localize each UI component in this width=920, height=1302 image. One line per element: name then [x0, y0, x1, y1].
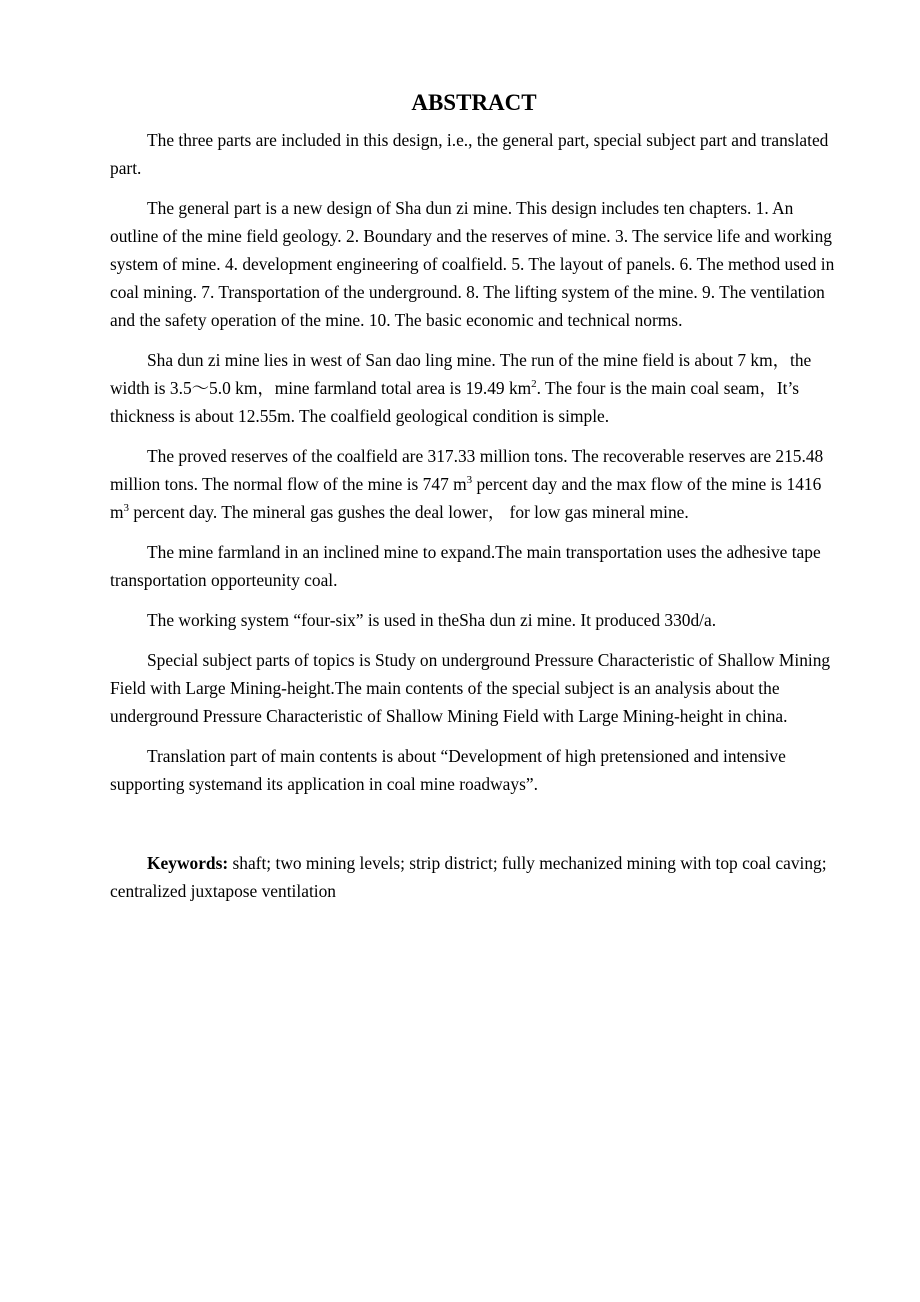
area-unit-superscript: 2 — [531, 378, 537, 391]
paragraph-overview: The three parts are included in this design, i.e., the general part, special subject part and translated part. — [110, 130, 829, 178]
mine-field-text-2: . The four is the main coal seam，It’s thickness is about 12.55m. The coalfield geological condition is simple. — [110, 378, 800, 426]
reserves-text-1: The proved reserves of the coalfield are 317.33 million tons. The recoverable reserves are 215.48 million tons. The normal flow of the mine is 747 m — [110, 446, 824, 494]
paragraph-mine-field — [110, 346, 838, 430]
paragraph-reserves — [110, 442, 838, 526]
mine-field-text-1: Sha dun zi mine lies in west of San dao ling mine. The run of the mine field is about 7 km，the width is 3.5～5.0 km，mine farmland total area is 19.49 km — [110, 350, 812, 398]
volume-unit-superscript: 3 — [466, 474, 473, 487]
paragraph-special-subject: Special subject parts of topics is Study on underground Pressure Characteristic of Shallow Mining Field with Large Mining-height.The main contents of the special subject is an analysis about the underground Pressure Characteristic of Shallow Mining Field with Large Mining-height in china. — [110, 650, 831, 726]
keywords-label: Keywords: — [147, 853, 229, 873]
abstract-page — [110, 88, 838, 917]
paragraph-transportation: The mine farmland in an inclined mine to expand.The main transportation uses the adhesive tape transportation opporteunity coal. — [110, 542, 821, 590]
reserves-text-2: percent day and the max flow of the mine is 1416 m — [110, 474, 822, 522]
paragraph-general-part: The general part is a new design of Sha dun zi mine. This design includes ten chapters. 1. An outline of the mine field geology. 2. Boundary and the reserves of mine. 3. The service life and working system of mine. 4. development engineering of coalfield. 5. The layout of panels. 6. The method used in coal mining. 7. Transportation of the underground. 8. The lifting system of the mine. 9. The ventilation and the safety operation of the mine. 10. The basic economic and technical norms. — [110, 198, 835, 330]
reserves-text-3: percent day. The mineral gas gushes the deal lower， for low gas mineral mine. — [129, 502, 689, 522]
abstract-title: ABSTRACT — [411, 90, 537, 115]
keywords-paragraph — [110, 849, 838, 905]
paragraph-translation: Translation part of main contents is about “Development of high pretensioned and intensive supporting systemand its application in coal mine roadways”. — [110, 746, 786, 794]
paragraph-working-system: The working system “four-six” is used in theSha dun zi mine. It produced 330d/a. — [147, 610, 717, 630]
volume-unit-superscript: 3 — [123, 502, 130, 515]
keywords-text: shaft; two mining levels; strip district; fully mechanized mining with top coal caving; centralized juxtapose ventilation — [110, 853, 827, 901]
